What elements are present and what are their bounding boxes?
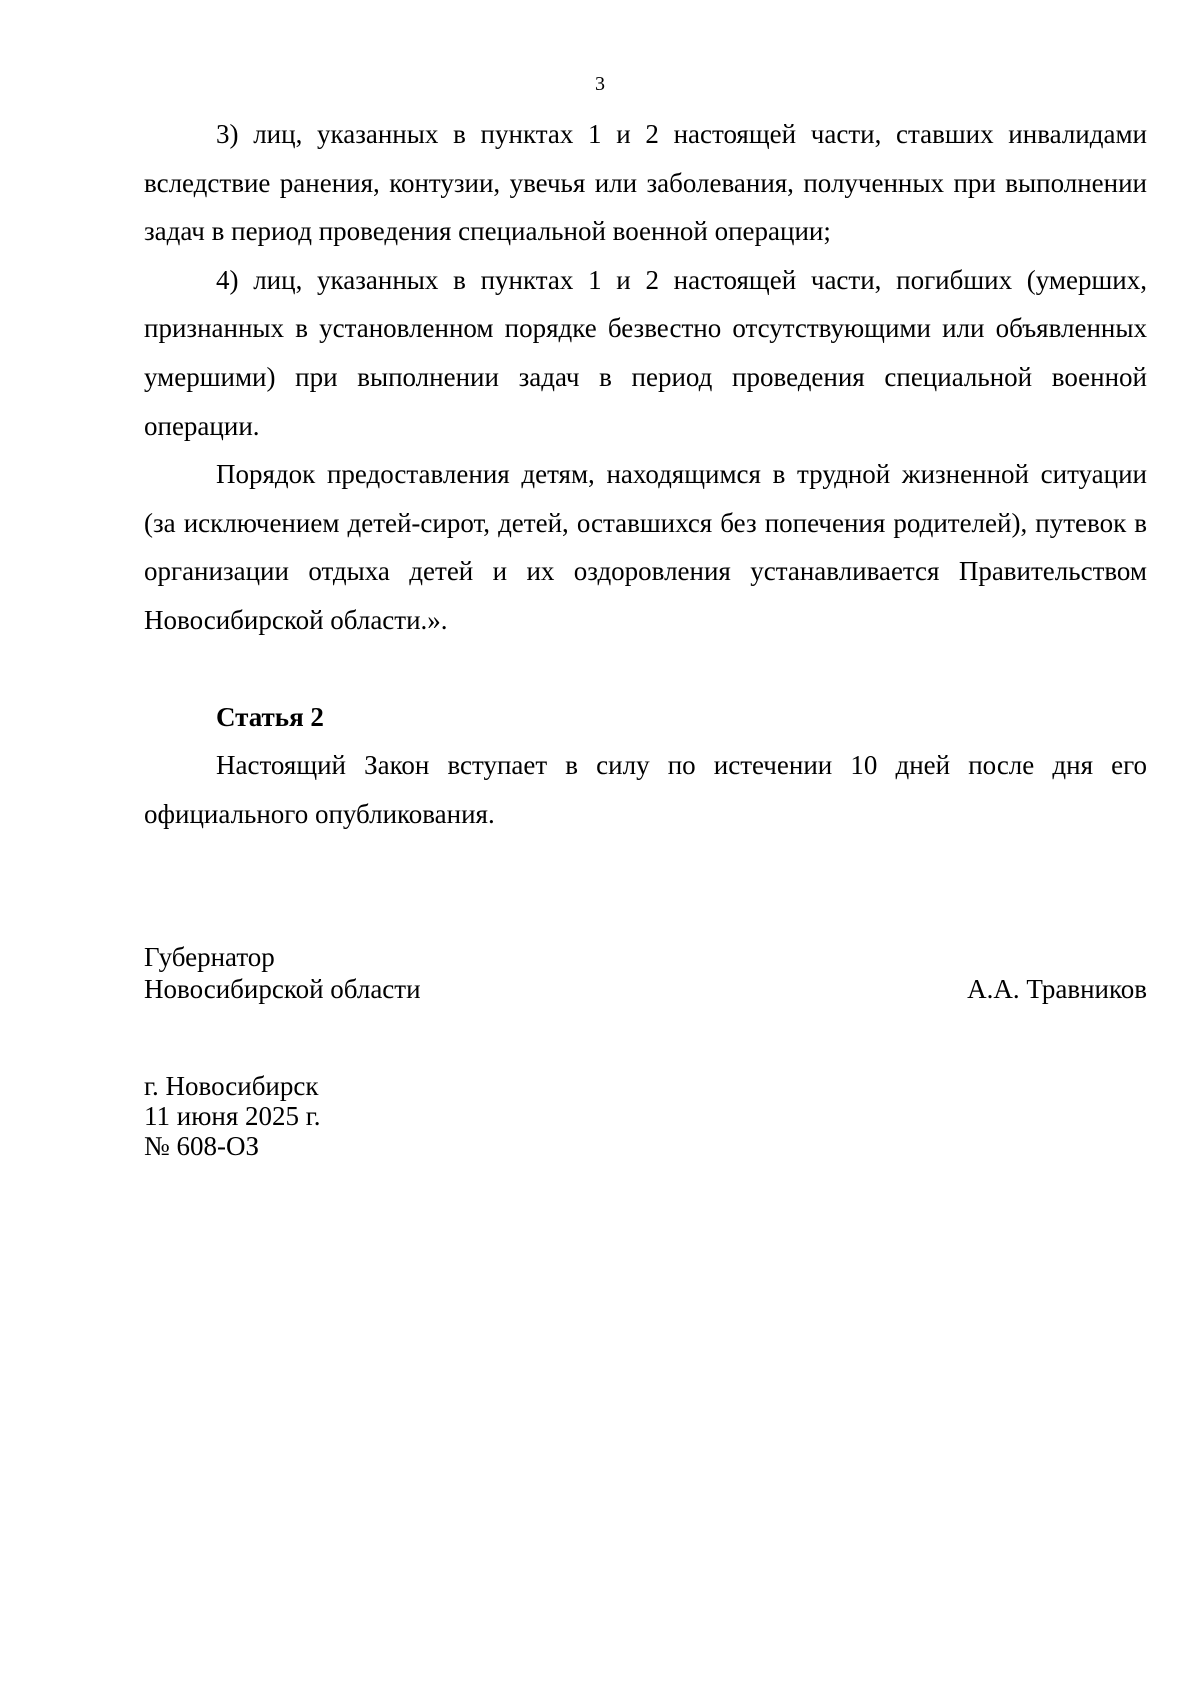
article-2-heading: Статья 2 <box>216 701 324 732</box>
document-body <box>144 110 1147 838</box>
law-number: № 608-ОЗ <box>144 1131 260 1161</box>
signatory-title-line1: Губернатор <box>144 942 275 972</box>
date: 11 июня 2025 г. <box>144 1101 321 1131</box>
signatory-name: А.А. Травников <box>967 974 1147 1004</box>
city: г. Новосибирск <box>144 1071 319 1101</box>
paragraph-item-3: 3) лиц, указанных в пунктах 1 и 2 настоящей части, ставших инвалидами вследствие ранения, контузии, увечья или заболевания, полученных при выполнении задач в период проведения специальной военной операции; <box>144 119 1147 247</box>
paragraph-procedure: Порядок предоставления детям, находящимся в трудной жизненной ситуации (за исключением детей-сирот, детей, оставшихся без попечения родителей), путевок в организации отдыха детей и их оздоровления устанавливается Правительством Новосибирской области.». <box>144 459 1147 635</box>
signatory-title-line2: Новосибирской области <box>144 974 421 1004</box>
paragraph-item-4: 4) лиц, указанных в пунктах 1 и 2 настоящей части, погибших (умерших, признанных в установленном порядке безвестно отсутствующими или объявленных умершими) при выполнении задач в период проведения специальной военной операции. <box>144 264 1147 441</box>
page-number: 3 <box>595 73 605 95</box>
signature-block <box>144 941 1147 1005</box>
article-2-text: Настоящий Закон вступает в силу по истечении 10 дней после дня его официального опубликования. <box>144 750 1147 829</box>
place-date-block <box>144 1071 321 1161</box>
